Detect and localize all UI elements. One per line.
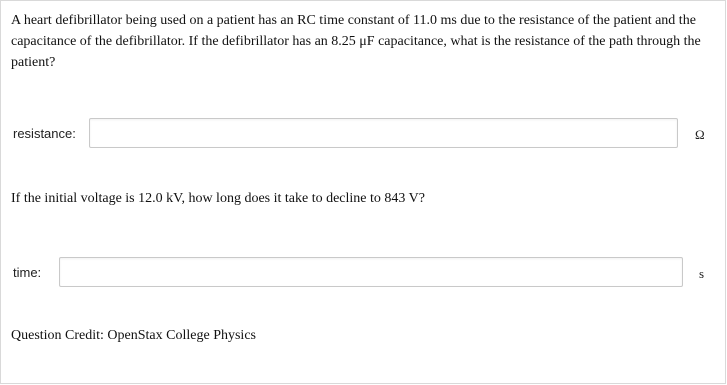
- resistance-input[interactable]: [89, 118, 678, 148]
- time-input[interactable]: [59, 257, 683, 287]
- time-label: time:: [13, 265, 42, 280]
- time-unit: s: [699, 266, 705, 281]
- resistance-unit: Ω: [695, 127, 705, 142]
- resistance-label: resistance:: [13, 126, 76, 141]
- question-text: A heart defibrillator being used on a patient has an RC time constant of 11.0 ms due to the resistance of the patient and the capacitance of the defibrillator. If the defibrillator has an 8.25 μF capacitance, what is the resistance of the path through the patient?: [11, 13, 701, 70]
- followup-question-text: If the initial voltage is 12.0 kV, how long does it take to decline to 843 V?: [11, 191, 425, 206]
- question-credit: Question Credit: OpenStax College Physics: [11, 328, 256, 343]
